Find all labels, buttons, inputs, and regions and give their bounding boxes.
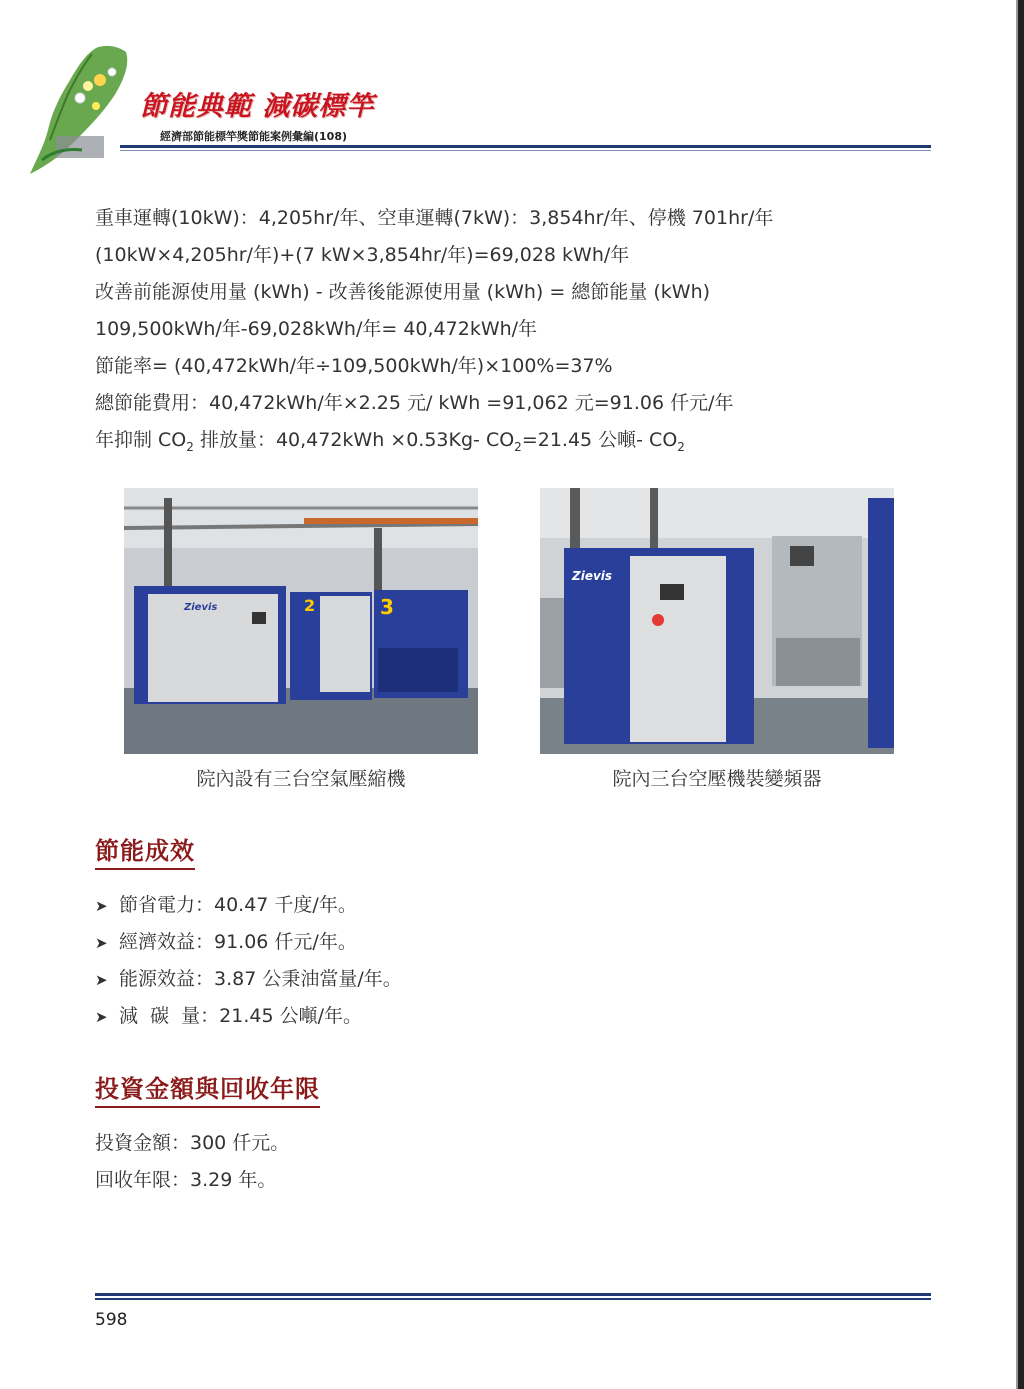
calc-line-energy-after: (10kW×4,205hr/年)+(7 kW×3,854hr/年)=69,028 kWh/年: [95, 244, 630, 266]
footer-rule-thin: [95, 1298, 931, 1300]
unit-number-3: 3: [380, 595, 394, 619]
calc-line-co2: 年抑制 $CO_2$ 排放量：40,472kWh ×0.53Kg- $CO_2=21.45$ 公噸- $CO_2$: [95, 429, 685, 454]
unit-number-2: 2: [304, 596, 316, 615]
calc-line-savings: 109,500kWh/年-69,028kWh/年= 40,472kWh/年: [95, 318, 538, 340]
photo-three-compressors: [124, 488, 478, 754]
calc-line-operating-hours: 重車運轉(10kW)：4,205hr/年、空車運轉(7kW)：3,854hr/年、停機 701hr/年: [95, 207, 774, 229]
calc-line-savings-rate: 節能率= (40,472kWh/年÷109,500kWh/年)×100%=37%: [95, 355, 613, 377]
arrow-bullet-icon: ➤: [95, 934, 108, 952]
compressor-brand-label: Zievis: [184, 602, 218, 613]
list-item: ➤ 節省電力：40.47 千度/年。: [95, 894, 357, 916]
investment-amount: 投資金額：300 仟元。: [95, 1132, 290, 1154]
photo-compressors-vfd: [540, 488, 894, 754]
photo-caption-1: 院內設有三台空氣壓縮機: [196, 768, 406, 790]
photo-caption-2: 院內三台空壓機裝變頻器: [612, 768, 822, 790]
page-edge-shadow: [1016, 0, 1018, 1389]
list-item: ➤ 減 碳 量：21.45 公噸/年。: [95, 1005, 362, 1027]
arrow-bullet-icon: ➤: [95, 971, 108, 989]
taiwan-leaf-logo: [26, 40, 156, 180]
results-heading: 節能成效: [95, 831, 195, 870]
page-edge: [1018, 0, 1024, 1389]
arrow-bullet-icon: ➤: [95, 897, 108, 915]
header-rule: [120, 145, 931, 148]
header-subtitle: 經濟部節能標竿獎節能案例彙編(108): [160, 130, 348, 143]
compressor-brand-label-2: Zievis: [572, 569, 613, 583]
arrow-bullet-icon: ➤: [95, 1008, 108, 1026]
investment-heading: 投資金額與回收年限: [95, 1069, 320, 1108]
list-item: ➤ 能源效益：3.87 公秉油當量/年。: [95, 968, 402, 990]
calc-line-cost-savings: 總節能費用：40,472kWh/年×2.25 元/ kWh =91,062 元=91.06 仟元/年: [95, 392, 734, 414]
header-title: 節能典範 減碳標竿: [140, 91, 375, 122]
list-item: ➤ 經濟效益：91.06 仟元/年。: [95, 931, 357, 953]
calc-line-formula: 改善前能源使用量 (kWh) - 改善後能源使用量 (kWh) = 總節能量 (kWh): [95, 281, 711, 303]
page-number: 598: [95, 1310, 128, 1330]
header-rule-thin: [120, 150, 931, 151]
footer-rule: [95, 1293, 931, 1296]
payback-period: 回收年限：3.29 年。: [95, 1169, 277, 1191]
